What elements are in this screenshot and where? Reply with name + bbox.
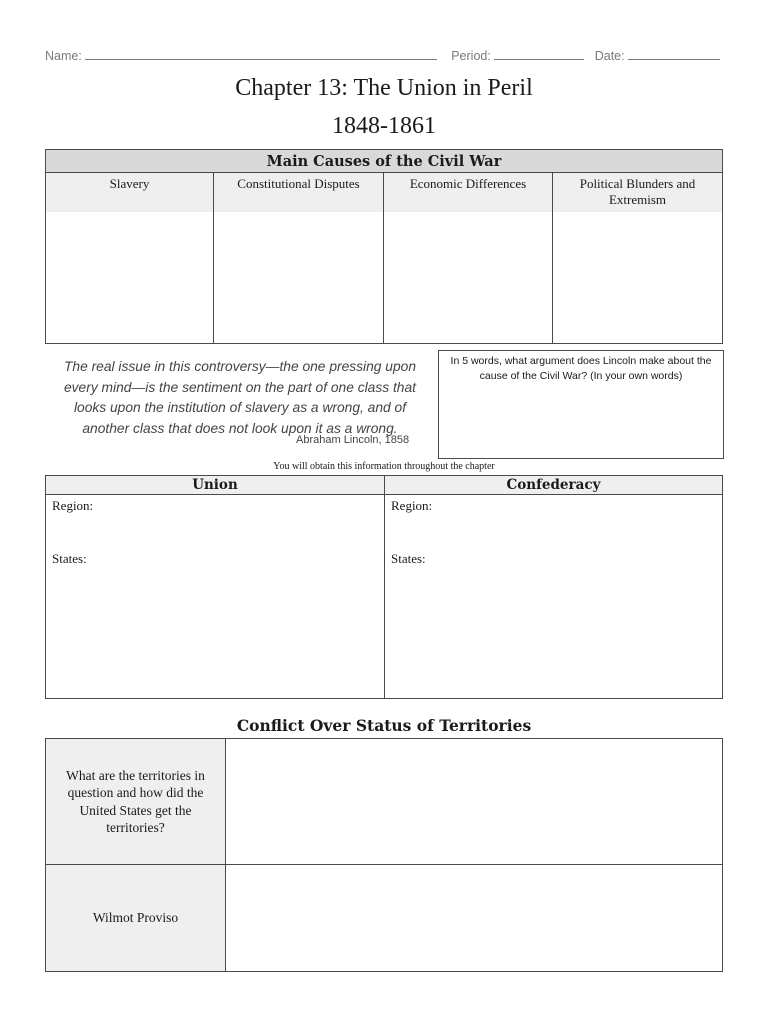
confederacy-states-label: States: (391, 551, 426, 566)
union-region-label: Region: (52, 498, 94, 513)
territories-answer-cell[interactable] (226, 739, 723, 865)
period-label: Period: (451, 49, 491, 63)
obtain-note: You will obtain this information throughout the chapter (273, 461, 495, 472)
union-header: Union (46, 476, 385, 495)
answer-cell-economic[interactable] (384, 212, 553, 344)
lincoln-question: In 5 words, what argument does Lincoln make about the cause of the Civil War? (In your own words) (450, 355, 712, 382)
confederacy-header: Confederacy (385, 476, 723, 495)
answer-cell-constitutional[interactable] (214, 212, 384, 344)
quote-attribution: Abraham Lincoln, 1858 (296, 434, 410, 446)
confederacy-region-label: Region: (391, 498, 433, 513)
wilmot-proviso-label: Wilmot Proviso (46, 865, 226, 972)
union-confederacy-table (45, 475, 723, 699)
union-cell[interactable] (46, 495, 385, 699)
confederacy-cell[interactable] (385, 495, 723, 699)
answer-cell-slavery[interactable] (46, 212, 214, 344)
territories-title: Conflict Over Status of Territories (236, 716, 532, 735)
answer-cell-political[interactable] (553, 212, 723, 344)
causes-table-title: Main Causes of the Civil War (46, 150, 723, 173)
date-blank[interactable] (628, 48, 720, 60)
page-title: Chapter 13: The Union in Peril (235, 75, 533, 101)
union-states-label: States: (52, 551, 87, 566)
page-years: 1848-1861 (332, 113, 436, 139)
column-header-slavery: Slavery (46, 173, 214, 213)
name-label: Name: (45, 49, 82, 63)
student-info-line (45, 48, 725, 63)
territories-question: What are the territories in question and how did the United States get the territories? (46, 739, 226, 865)
name-blank[interactable] (85, 48, 437, 60)
column-header-political: Political Blunders and Extremism (553, 173, 723, 213)
territories-table (45, 738, 723, 972)
date-label: Date: (594, 49, 625, 63)
lincoln-quote: The real issue in this controversy—the one pressing upon every mind—is the sentiment on the part of one class that looks upon the institution of slavery as a wrong, and of another class that does not look upon it as a wrong. (63, 359, 416, 436)
period-blank[interactable] (494, 48, 584, 60)
causes-table (45, 149, 723, 344)
lincoln-answer-box[interactable] (438, 350, 724, 459)
column-header-constitutional: Constitutional Disputes (214, 173, 384, 213)
column-header-economic: Economic Differences (384, 173, 553, 213)
wilmot-proviso-answer-cell[interactable] (226, 865, 723, 972)
